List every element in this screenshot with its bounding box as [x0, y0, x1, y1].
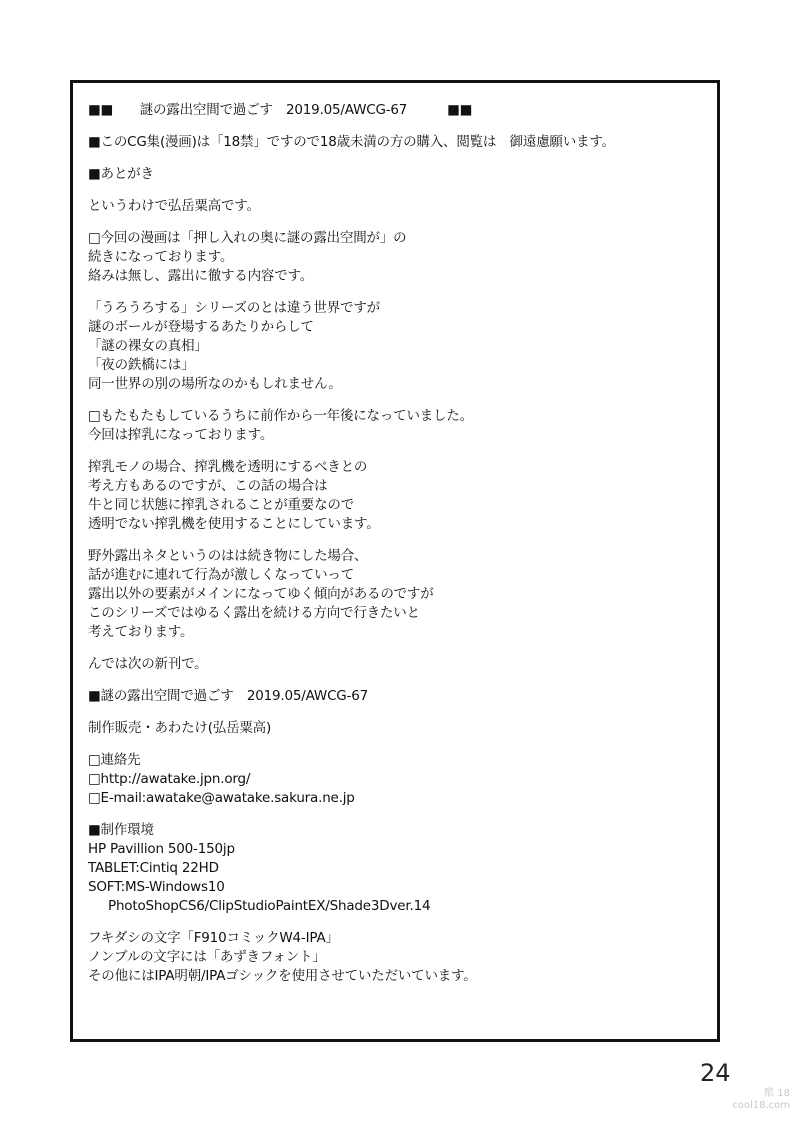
font-credit-line: その他にはIPA明朝/IPAゴシックを使用させていただいています。: [88, 968, 477, 984]
paragraph-line: 搾乳モノの場合、搾乳機を透明にするべきとの: [88, 459, 368, 475]
paragraph-line: 牛と同じ状態に搾乳されることが重要なので: [88, 497, 354, 513]
paragraph-line: □もたもたもしているうちに前作から一年後になっていました。: [88, 408, 473, 424]
watermark-line: cool18.com: [732, 1100, 790, 1111]
paragraph-line: 透明でない搾乳機を使用することにしています。: [88, 516, 380, 532]
paragraph-line: このシリーズではゆるく露出を続ける方向で行きたいと: [88, 605, 420, 621]
page-number: 24: [700, 1059, 731, 1087]
afterword-heading: ■あとがき: [88, 166, 154, 182]
contact-url: □http://awatake.jpn.org/: [88, 771, 251, 787]
paragraph-line: 絡みは無し、露出に徹する内容です。: [88, 268, 314, 284]
font-credit-line: フキダシの文字「F910コミックW4-IPA」: [88, 930, 339, 946]
environment-line: SOFT:MS-Windows10: [88, 879, 225, 895]
software-line: PhotoShopCS6/ClipStudioPaintEX/Shade3Dver.14: [108, 898, 431, 914]
paragraph-line: 話が進むに連れて行為が激しくなっていって: [88, 567, 354, 583]
environment-heading: ■制作環境: [88, 822, 154, 838]
paragraph-line: 「夜の鉄橋には」: [88, 357, 195, 373]
watermark-line: 酷 18: [764, 1088, 790, 1099]
header-title-line: ■■ 謎の露出空間で過ごす 2019.05/AWCG-67 ■■: [88, 102, 473, 118]
font-credit-line: ノンブルの文字には「あずきフォント」: [88, 949, 326, 965]
paragraph-line: 考え方もあるのですが、この話の場合は: [88, 478, 328, 494]
producer-line: 制作販売・あわたけ(弘岳粟高): [88, 720, 272, 736]
paragraph-line: 今回は搾乳になっております。: [88, 427, 274, 443]
paragraph-line: 考えております。: [88, 624, 194, 640]
paragraph-line: □今回の漫画は「押し入れの奥に謎の露出空間が」の: [88, 230, 407, 246]
paragraph-line: 謎のボールが登場するあたりからして: [88, 319, 314, 335]
age-restriction-notice: ■このCG集(漫画)は「18禁」ですので18歳未満の方の購入、閲覧は 御遠慮願います。: [88, 134, 615, 150]
contact-heading: □連絡先: [88, 752, 141, 768]
paragraph-line: 野外露出ネタというのはは続き物にした場合、: [88, 548, 368, 564]
site-watermark: [730, 1088, 790, 1120]
paragraph-line: 「謎の裸女の真相」: [88, 338, 208, 354]
afterword-intro: というわけで弘岳粟高です。: [88, 198, 260, 214]
environment-line: HP Pavillion 500-150jp: [88, 841, 235, 857]
paragraph-line: 露出以外の要素がメインになってゆく傾向があるのですが: [88, 586, 434, 602]
paragraph-line: 同一世界の別の場所なのかもしれません。: [88, 376, 342, 392]
colophon-title: ■謎の露出空間で過ごす 2019.05/AWCG-67: [88, 688, 369, 704]
environment-line: TABLET:Cintiq 22HD: [88, 860, 219, 876]
paragraph-line: 「うろうろする」シリーズのとは違う世界ですが: [88, 300, 380, 316]
paragraph-line: 続きになっております。: [88, 249, 234, 265]
closing-line: んでは次の新刊で。: [88, 656, 208, 672]
afterword-text-block: [88, 101, 688, 986]
contact-email: □E-mail:awatake@awatake.sakura.ne.jp: [88, 790, 355, 806]
